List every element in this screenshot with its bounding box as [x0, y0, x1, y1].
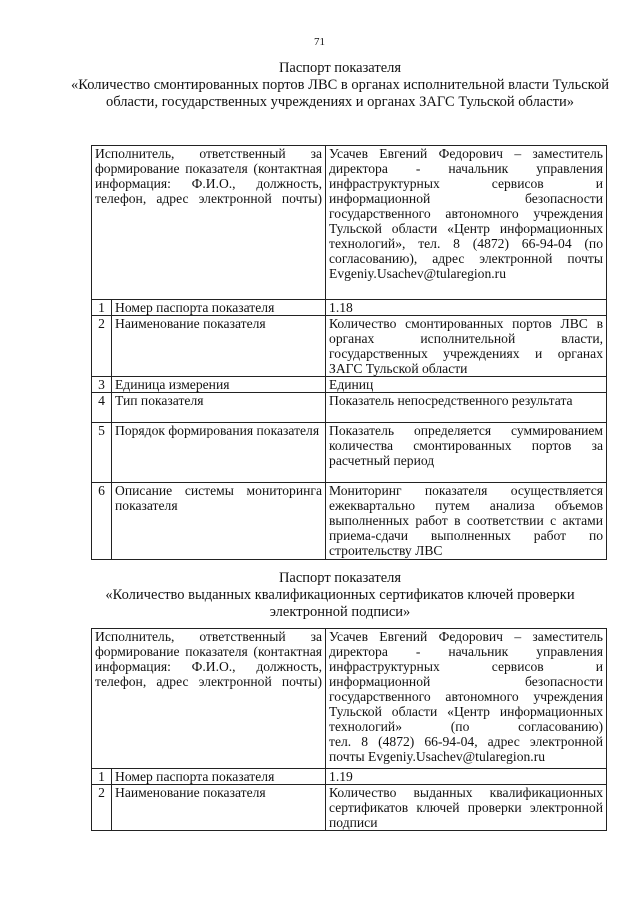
executor-label: Исполнитель, ответственный за формирование показателя (контактная информация: Ф.И.О., должность, телефон, адрес электронной почты)	[92, 146, 326, 300]
section2-passport-table	[91, 628, 607, 831]
row-number: 1	[92, 300, 112, 316]
row-value: Показатель непосредственного результата	[326, 393, 607, 423]
row-number: 3	[92, 377, 112, 393]
table-row	[92, 785, 607, 831]
table-row	[92, 769, 607, 785]
table-row	[92, 483, 607, 560]
row-number: 5	[92, 423, 112, 483]
table-row	[92, 393, 607, 423]
row-label: Номер паспорта показателя	[112, 769, 326, 785]
row-value: Единиц	[326, 377, 607, 393]
row-number: 2	[92, 316, 112, 377]
row-number: 1	[92, 769, 112, 785]
table-row	[92, 629, 607, 769]
row-label: Наименование показателя	[112, 785, 326, 831]
table-row	[92, 423, 607, 483]
executor-cell	[326, 629, 607, 769]
executor-label: Исполнитель, ответственный за формирование показателя (контактная информация: Ф.И.О., должность, телефон, адрес электронной почты)	[92, 629, 326, 769]
executor-email: Evgeniy.Usachev@tularegion.ru	[329, 266, 506, 281]
section1-title: Паспорт показателя	[278, 60, 402, 76]
table-row	[92, 377, 607, 393]
row-label: Номер паспорта показателя	[112, 300, 326, 316]
row-number: 4	[92, 393, 112, 423]
row-value: Количество смонтированных портов ЛВС в органах исполнительной власти, государственных учреждениях и органах ЗАГС Тульской области	[326, 316, 607, 377]
table-row	[92, 146, 607, 300]
row-label: Порядок формирования показателя	[112, 423, 326, 483]
executor-value: Усачев Евгений Федорович – заместитель директора - начальник управления инфраструктурных сервисов и информационной безопасности государственного автономного учреждения Тульской области «Центр информационных технологий», тел. 8 (4872) 66-94-04 (по согласованию), адрес электронной почты	[329, 146, 604, 266]
section1-heading	[70, 60, 610, 111]
section1-passport-table	[91, 145, 607, 560]
executor-contact: тел. 8 (4872) 66-94-04, адрес электронной почты Evgeniy.Usachev@tularegion.ru	[329, 734, 604, 764]
row-number: 2	[92, 785, 112, 831]
table-row	[92, 316, 607, 377]
row-label: Описание системы мониторинга показателя	[112, 483, 326, 560]
row-value: Показатель определяется суммированием количества смонтированных портов за расчетный период	[326, 423, 607, 483]
row-value: Мониторинг показателя осуществляется ежеквартально путем анализа объемов выполненных работ в соответствии с актами приема-сдачи выполненных работ по строительству ЛВС	[326, 483, 607, 560]
section2-subtitle: «Количество выданных квалификационных сертификатов ключей проверки электронной подписи»	[105, 587, 575, 620]
table-row	[92, 300, 607, 316]
row-number: 6	[92, 483, 112, 560]
row-label: Тип показателя	[112, 393, 326, 423]
section2-heading	[70, 570, 610, 621]
row-value: 1.18	[326, 300, 607, 316]
section2-title: Паспорт показателя	[278, 570, 402, 586]
row-label: Наименование показателя	[112, 316, 326, 377]
executor-cell	[326, 146, 607, 300]
page-number: 71	[314, 36, 325, 48]
row-value: 1.19	[326, 769, 607, 785]
section1-subtitle: «Количество смонтированных портов ЛВС в органах исполнительной власти Тульской области, государственных учреждениях и органах ЗАГС Тульской области»	[71, 77, 609, 110]
executor-value: Усачев Евгений Федорович – заместитель директора - начальник управления инфраструктурных сервисов и информационной безопасности государственного автономного учреждения Тульской области «Центр информационных технологий» (по согласованию)	[329, 629, 604, 734]
row-label: Единица измерения	[112, 377, 326, 393]
row-value: Количество выданных квалификационных сертификатов ключей проверки электронной подписи	[326, 785, 607, 831]
